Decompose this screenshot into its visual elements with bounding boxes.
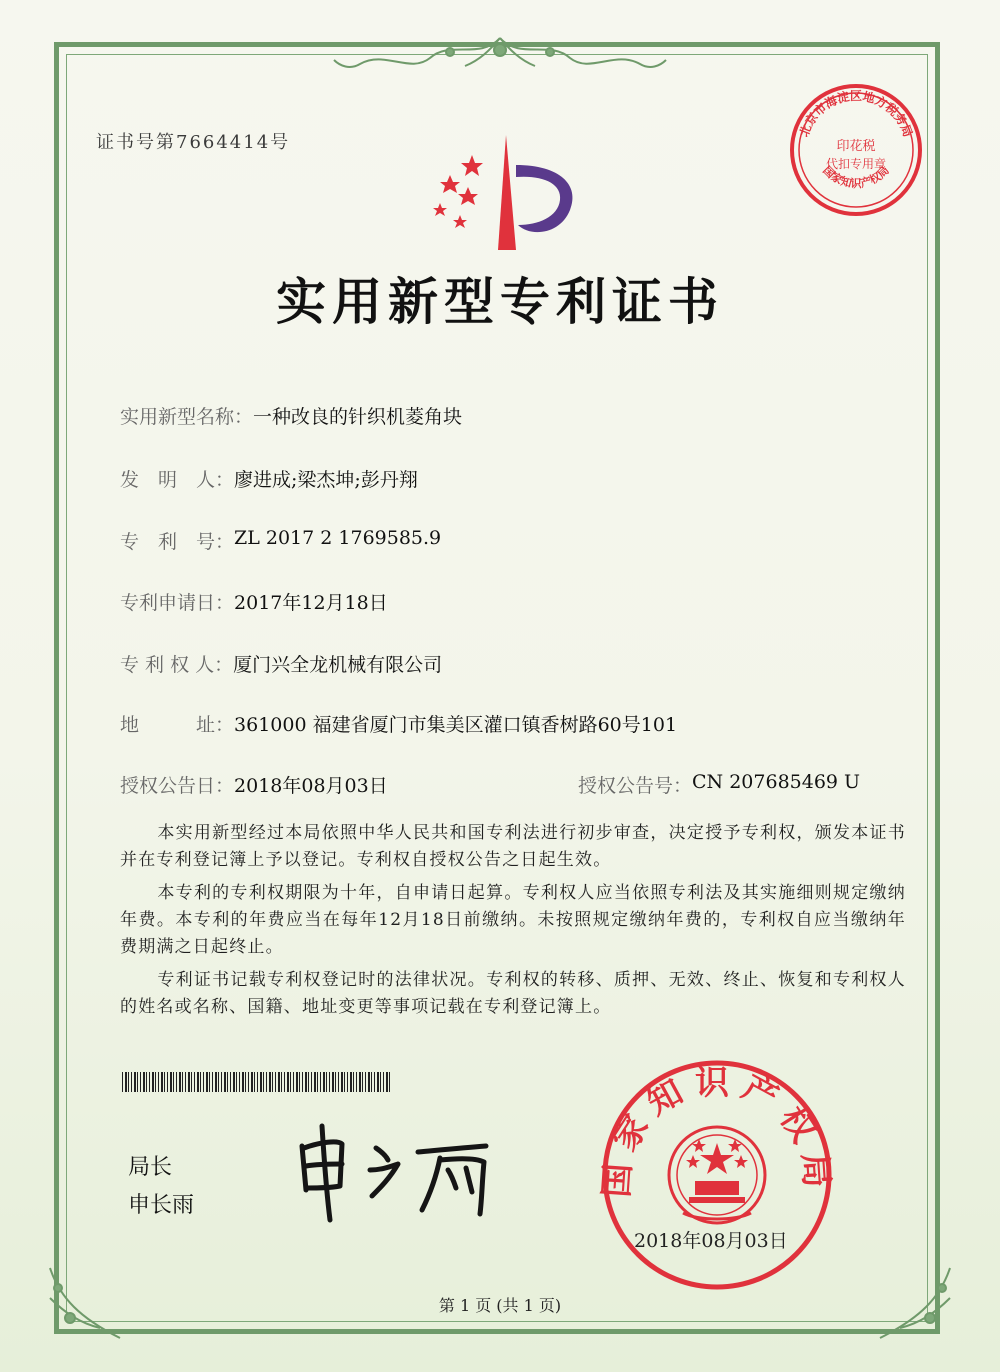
field-patent-no-value: ZL 2017 2 1769585.9 <box>234 527 442 549</box>
field-inventor <box>120 465 418 492</box>
patent-office-emblem-icon <box>420 125 590 255</box>
tax-stamp-seal <box>786 80 926 220</box>
top-ornament-icon <box>330 30 670 80</box>
svg-text:北京市海淀区地方税务局 <box>797 88 915 139</box>
certificate-body-text <box>120 820 906 1027</box>
body-paragraph: 专利证书记载专利权登记时的法律状况。专利权的转移、质押、无效、终止、恢复和专利权人的姓名或名称、国籍、地址变更等事项记载在专利登记簿上。 <box>120 970 906 1017</box>
body-paragraph: 本专利的专利权期限为十年，自申请日起算。专利权人应当依照专利法及其实施细则规定缴纳年费。本专利的年费应当在每年12月18日前缴纳。未按照规定缴纳年费的，专利权自应当缴纳年费期满之日起终止。 <box>120 883 906 957</box>
field-announce-no <box>578 771 860 798</box>
field-inventor-label: 发 明 人： <box>120 469 235 491</box>
field-inventor-value: 廖进成;梁杰坤;彭丹翔 <box>234 469 418 491</box>
certificate-title: 实用新型专利证书 <box>276 272 724 331</box>
field-announce-no-label: 授权公告号： <box>578 775 693 797</box>
field-patentee <box>120 650 442 677</box>
tax-stamp-center-line2: 代扣专用章 <box>825 157 887 171</box>
national-emblem-icon <box>669 1127 765 1223</box>
field-address <box>120 710 677 737</box>
tax-stamp-center-line1: 印花税 <box>836 139 876 154</box>
tax-stamp-bottom-text: 国家知识产权局 <box>820 163 892 191</box>
field-name-label: 实用新型名称： <box>120 406 254 428</box>
field-name <box>120 402 462 429</box>
field-patentee-label: 专 利 权 人： <box>120 654 234 676</box>
field-address-value: 361000 福建省厦门市集美区灌口镇香树路60号101 <box>234 714 678 736</box>
field-patentee-value: 厦门兴全龙机械有限公司 <box>233 654 443 676</box>
seal-text: 国家知识产权局 <box>597 1063 837 1199</box>
field-filing-date <box>120 588 388 615</box>
official-seal <box>597 1055 837 1295</box>
field-announce-date-value: 2018年08月03日 <box>234 775 388 797</box>
svg-text:国家知识产权局 <box>597 1063 837 1198</box>
field-name-value: 一种改良的针织机菱角块 <box>253 406 463 428</box>
page-number: 第 1 页 (共 1 页) <box>438 1296 562 1315</box>
field-address-label: 地 址： <box>120 714 235 736</box>
field-filing-date-value: 2017年12月18日 <box>234 592 388 614</box>
certificate-number: 证书号第7664414号 <box>96 132 291 153</box>
field-announce-no-value: CN 207685469 U <box>692 771 861 793</box>
director-title: 局长 <box>128 1155 173 1180</box>
field-announce-date-label: 授权公告日： <box>120 775 235 797</box>
field-patent-no-label: 专 利 号： <box>120 531 235 553</box>
seal-date: 2018年08月03日 <box>634 1230 788 1252</box>
director-name: 申长雨 <box>128 1193 195 1218</box>
field-announce-date <box>120 771 388 798</box>
tax-stamp-ring-text: 北京市海淀区地方税务局 <box>796 89 916 139</box>
field-patent-no <box>120 527 441 554</box>
barcode <box>122 1072 392 1092</box>
field-filing-date-label: 专利申请日： <box>120 592 235 614</box>
body-paragraph: 本实用新型经过本局依照中华人民共和国专利法进行初步审查，决定授予专利权，颁发本证书并在专利登记簿上予以登记。专利权自授权公告之日起生效。 <box>120 823 906 870</box>
director-signature-icon <box>290 1118 520 1228</box>
